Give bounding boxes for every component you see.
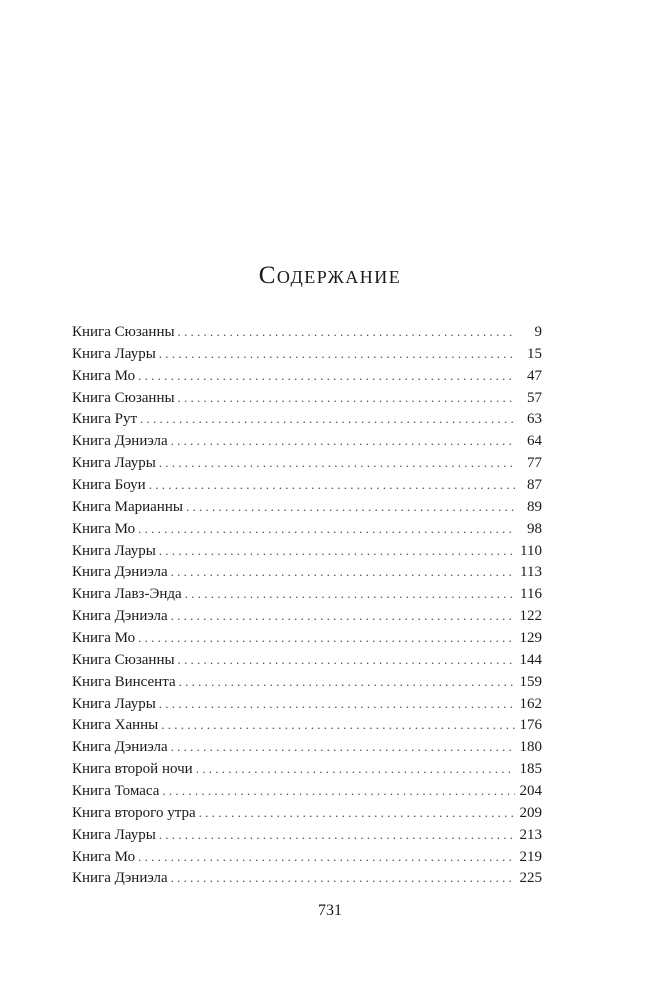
- toc-entry-label: Книга второй ночи: [72, 761, 193, 778]
- toc-dot-leader: [159, 824, 515, 846]
- toc-entry-page: 219: [519, 848, 542, 865]
- toc-entry-label: Книга Сюзанны: [72, 324, 175, 340]
- toc-dot-leader: [171, 736, 515, 758]
- toc-entry-page: 87: [527, 477, 542, 494]
- toc-dot-leader: [171, 430, 515, 452]
- toc-entry-page: 116: [520, 586, 542, 603]
- toc-entry: [72, 452, 542, 474]
- toc-entry: [72, 867, 542, 889]
- toc-entry: [72, 693, 542, 715]
- toc-dot-leader: [185, 583, 515, 605]
- toc-entry-label: Книга Мо: [72, 630, 136, 647]
- toc-dot-leader: [159, 540, 515, 562]
- toc-entry-label: Книга Мо: [72, 367, 136, 384]
- toc-dot-leader: [138, 518, 515, 540]
- toc-entry-page: 57: [527, 389, 542, 406]
- toc-entry-label: Книга Дэниэла: [72, 870, 168, 887]
- toc-list: [72, 321, 542, 889]
- toc-entry: [72, 430, 542, 452]
- toc-dot-leader: [159, 343, 515, 365]
- toc-entry-page: 180: [519, 739, 542, 756]
- toc-entry-label: Книга Лауры: [72, 826, 156, 843]
- toc-dot-leader: [171, 605, 515, 627]
- toc-entry-label: Книга Лауры: [72, 455, 156, 472]
- toc-entry-page: 63: [527, 411, 542, 428]
- toc-entry-label: Книга Лауры: [72, 345, 156, 362]
- toc-entry-page: 162: [519, 695, 542, 712]
- toc-entry-page: 204: [519, 783, 542, 800]
- toc-dot-leader: [178, 649, 515, 671]
- toc-dot-leader: [140, 408, 515, 430]
- toc-entry: [72, 780, 542, 802]
- toc-dot-leader: [149, 474, 515, 496]
- toc-entry: [72, 561, 542, 583]
- toc-entry-label: Книга Винсента: [72, 673, 176, 690]
- toc-dot-leader: [138, 365, 515, 387]
- toc-entry: [72, 365, 542, 387]
- toc-entry-label: Книга Лавз-Энда: [72, 586, 182, 603]
- toc-entry: [72, 846, 542, 868]
- toc-entry-page: 77: [527, 455, 542, 472]
- toc-dot-leader: [171, 561, 515, 583]
- toc-dot-leader: [162, 780, 515, 802]
- toc-entry-page: 9: [534, 324, 542, 340]
- toc-entry-page: 209: [519, 804, 542, 821]
- toc-entry-label: Книга Лауры: [72, 542, 156, 559]
- toc-entry-page: 144: [519, 651, 542, 668]
- toc-dot-leader: [171, 867, 515, 889]
- toc-entry-label: Книга Лауры: [72, 695, 156, 712]
- toc-entry-label: Книга Мо: [72, 520, 136, 537]
- toc-entry-label: Книга Дэниэла: [72, 564, 168, 581]
- toc-entry: [72, 474, 542, 496]
- toc-entry: [72, 518, 542, 540]
- toc-entry: [72, 540, 542, 562]
- toc-entry: [72, 758, 542, 780]
- toc-entry-page: 122: [519, 608, 542, 625]
- toc-entry-label: Книга второго утра: [72, 804, 196, 821]
- toc-entry: [72, 321, 542, 343]
- toc-entry-page: 185: [519, 761, 542, 778]
- toc-entry-label: Книга Дэниэла: [72, 433, 168, 450]
- toc-dot-leader: [159, 693, 515, 715]
- toc-entry: [72, 583, 542, 605]
- toc-entry-label: Книга Марианны: [72, 498, 183, 515]
- toc-entry-label: Книга Сюзанны: [72, 651, 175, 668]
- toc-entry-page: 213: [519, 826, 542, 843]
- toc-entry-page: 176: [519, 717, 542, 734]
- toc-entry-label: Книга Ханны: [72, 717, 159, 734]
- toc-entry-page: 110: [520, 542, 542, 559]
- toc-entry: [72, 496, 542, 518]
- toc-dot-leader: [186, 496, 515, 518]
- page-number: 731: [318, 902, 342, 919]
- toc-entry-page: 113: [520, 564, 542, 581]
- toc-dot-leader: [161, 714, 515, 736]
- toc-entry-label: Книга Мо: [72, 848, 136, 865]
- toc-dot-leader: [179, 671, 515, 693]
- toc-entry: [72, 671, 542, 693]
- toc-entry-label: Книга Дэниэла: [72, 739, 168, 756]
- toc-dot-leader: [138, 846, 515, 868]
- toc-entry: [72, 605, 542, 627]
- toc-entry: [72, 714, 542, 736]
- toc-entry: [72, 387, 542, 409]
- toc-entry-page: 89: [527, 498, 542, 515]
- toc-entry-page: 47: [527, 367, 542, 384]
- toc-entry-page: 129: [519, 630, 542, 647]
- toc-entry-label: Книга Боуи: [72, 477, 146, 494]
- toc-dot-leader: [196, 758, 515, 780]
- toc-dot-leader: [178, 321, 515, 343]
- toc-entry-page: 15: [527, 345, 542, 362]
- toc-entry: [72, 824, 542, 846]
- toc-entry-label: Книга Рут: [72, 411, 138, 428]
- toc-entry-label: Книга Дэниэла: [72, 608, 168, 625]
- toc-entry: [72, 408, 542, 430]
- toc-entry-page: 159: [519, 673, 542, 690]
- toc-dot-leader: [178, 387, 515, 409]
- toc-dot-leader: [138, 627, 515, 649]
- toc-entry: [72, 802, 542, 824]
- toc-entry-page: 225: [519, 870, 542, 887]
- toc-dot-leader: [159, 452, 515, 474]
- toc-entry-page: 98: [527, 520, 542, 537]
- toc-title: Содержание: [258, 262, 402, 289]
- toc-entry-page: 64: [527, 433, 542, 450]
- toc-entry: [72, 343, 542, 365]
- toc-entry-label: Книга Сюзанны: [72, 389, 175, 406]
- toc-dot-leader: [199, 802, 515, 824]
- toc-entry: [72, 627, 542, 649]
- toc-entry: [72, 736, 542, 758]
- toc-entry: [72, 649, 542, 671]
- toc-entry-label: Книга Томаса: [72, 783, 160, 800]
